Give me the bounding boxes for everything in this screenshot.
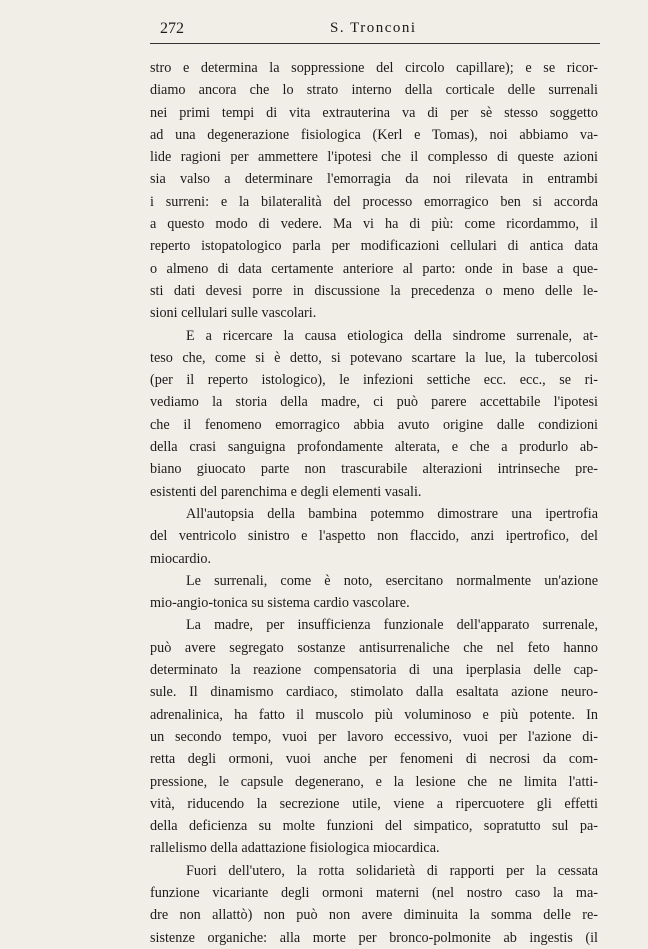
- header-rule: [150, 43, 600, 44]
- text-line: vediamo la storia della madre, ci può parere accettabile l'ipotesi: [150, 394, 598, 411]
- text-line: può avere segregato sostanze antisurrenaliche che nel feto hanno: [150, 639, 598, 656]
- text-line: (per il reperto istologico), le infezioni settiche ecc. ecc., se ri-: [150, 372, 598, 389]
- text-line: vità, riducendo la secrezione utile, viene a ripercuotere gli effetti: [150, 795, 598, 812]
- text-line: funzione vicariante degli ormoni materni (nel nostro caso la ma-: [150, 884, 598, 901]
- text-line: sistenze organiche: alla morte per bronco-polmonite ab ingestis (il: [150, 929, 598, 946]
- text-line: della deficienza su molte funzioni del simpatico, sopratutto sul pa-: [150, 818, 598, 835]
- text-line: All'autopsia della bambina potemmo dimostrare una ipertrofia: [186, 505, 598, 522]
- text-line: o almeno di data certamente anteriore al parto: onde in base a que-: [150, 260, 598, 277]
- text-line: dre non allattò) non può non avere diminuita la somma delle re-: [150, 907, 598, 924]
- text-line: Le surrenali, come è noto, esercitano normalmente un'azione: [186, 572, 598, 589]
- text-line: esistenti del parenchima e degli elementi vasali.: [150, 483, 422, 500]
- text-line: rallelismo della adattazione fisiologica miocardica.: [150, 840, 440, 857]
- body-text: [150, 57, 598, 949]
- page-number: 272: [160, 20, 184, 37]
- text-line: lide ragioni per ammettere l'ipotesi che il complesso di queste azioni: [150, 149, 598, 166]
- text-line: sule. Il dinamismo cardiaco, stimolato dalla esaltata azione neuro-: [150, 684, 598, 701]
- text-line: La madre, per insufficienza funzionale dell'apparato surrenale,: [186, 617, 598, 634]
- text-line: del ventricolo sinistro e l'aspetto non flaccido, anzi ipertrofico, del: [150, 528, 598, 545]
- text-line: reperto istopatologico parla per modificazioni cellulari di antica data: [150, 238, 598, 255]
- text-line: della crasi sanguigna profondamente alterata, e che a produrlo ab-: [150, 439, 598, 456]
- text-line: retta degli ormoni, vuoi anche per fenomeni di necrosi da com-: [150, 751, 598, 768]
- text-line: determinato la reazione compensatoria di una iperplasia delle cap-: [150, 662, 598, 679]
- page-header: [150, 18, 598, 42]
- running-head: S. Tronconi: [330, 20, 417, 36]
- text-line: mio-angio-tonica su sistema cardio vascolare.: [150, 595, 410, 612]
- text-line: che il fenomeno emorragico abbia avuto origine dalle condizioni: [150, 416, 598, 433]
- text-line: E a ricercare la causa etiologica della sindrome surrenale, at-: [186, 327, 598, 344]
- text-line: sia valso a determinare l'emorragia da noi rilevata in entrambi: [150, 171, 598, 188]
- text-line: pressione, le capsule degenerano, e la lesione che ne limita l'atti-: [150, 773, 598, 790]
- text-line: a questo modo di vedere. Ma vi ha di più: come ricordammo, il: [150, 216, 598, 233]
- text-line: ad una degenerazione fisiologica (Kerl e Tomas), noi abbiamo va-: [150, 126, 598, 143]
- text-line: Fuori dell'utero, la rotta solidarietà di rapporti per la cessata: [186, 862, 598, 879]
- text-line: biano giuocato parte non trascurabile alterazioni intrinseche pre-: [150, 461, 598, 478]
- text-line: i surreni: e la bilateralità del processo emorragico ben si accorda: [150, 193, 598, 210]
- text-line: un secondo tempo, vuoi per lavoro eccessivo, vuoi per l'azione di-: [150, 728, 598, 745]
- text-line: diamo ancora che lo strato interno della corticale delle surrenali: [150, 82, 598, 99]
- text-line: miocardio.: [150, 550, 212, 567]
- text-line: nei primi tempi di vita extrauterina va di per sè stesso soggetto: [150, 104, 598, 121]
- text-line: sioni cellulari sulle vascolari.: [150, 305, 317, 322]
- text-line: sti dati devesi porre in discussione la precedenza o meno delle le-: [150, 282, 598, 299]
- text-line: stro e determina la soppressione del circolo capillare); e se ricor-: [150, 60, 598, 76]
- text-line: adrenalinica, ha fatto il muscolo più voluminoso e più potente. In: [150, 706, 598, 723]
- text-line: teso che, come si è detto, si potevano scartare la lue, la tubercolosi: [150, 349, 598, 366]
